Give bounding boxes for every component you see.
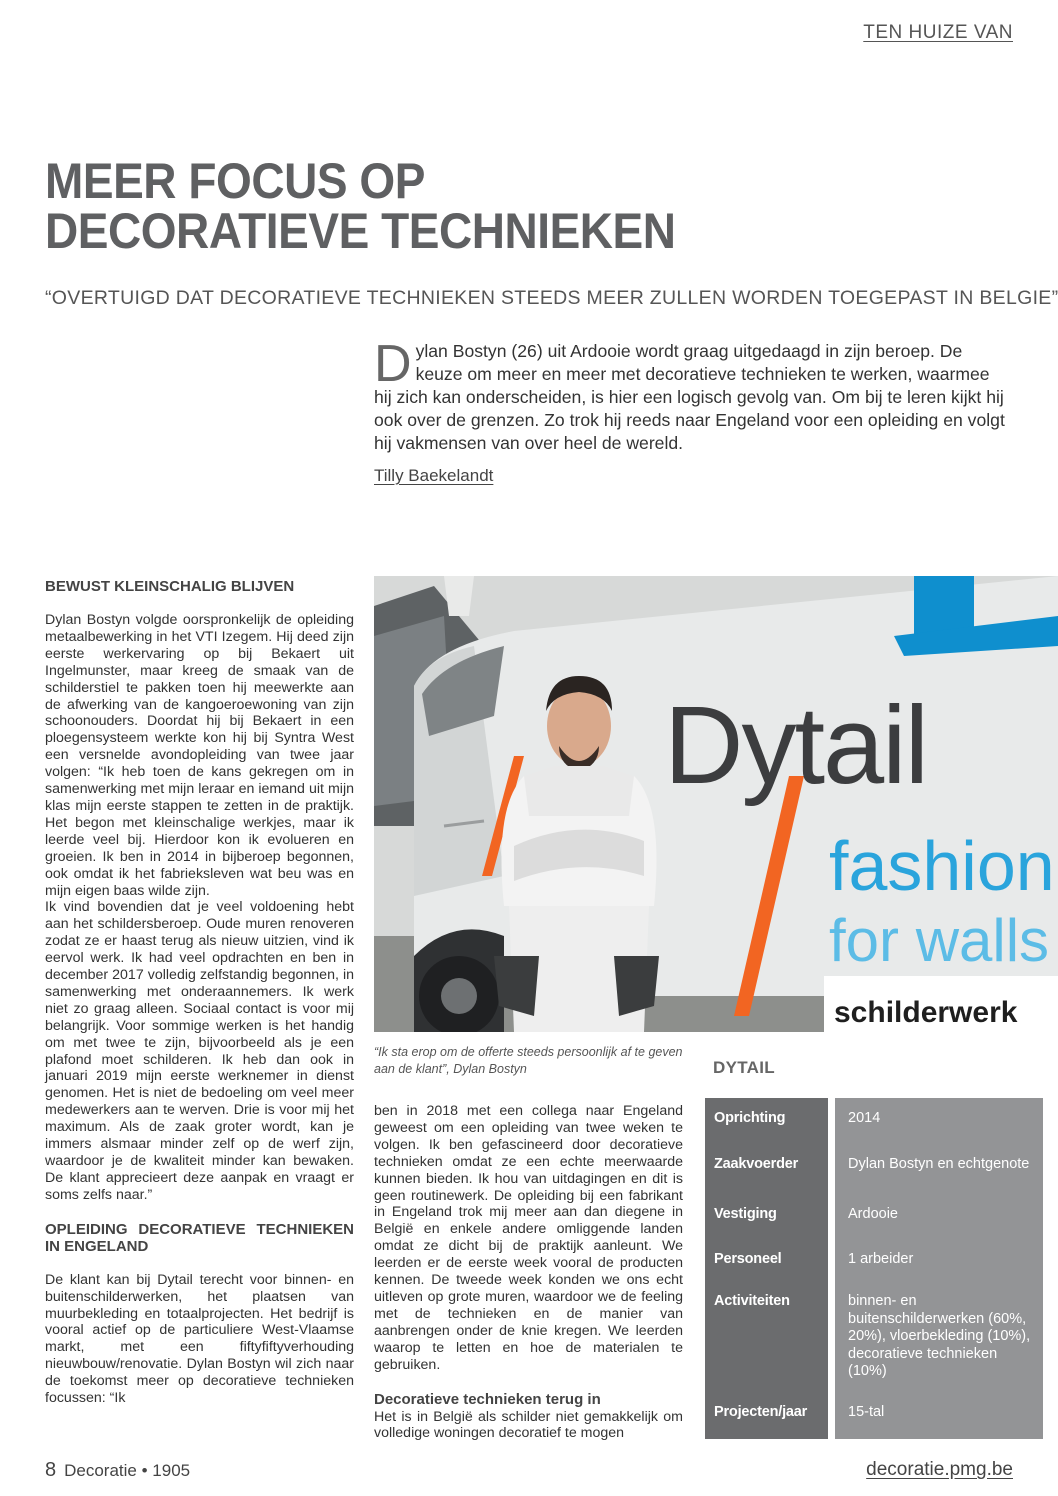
- pull-quote: “OVERTUIGD DAT DECORATIEVE TECHNIEKEN STEEDS MEER ZULLEN WORDEN TOEGEPAST IN BELGIE”: [45, 287, 1058, 309]
- magazine-issue: Decoratie • 1905: [64, 1461, 191, 1480]
- tagline-line-2: for walls: [829, 907, 1050, 974]
- photo-caption: “Ik sta erop om de offerte steeds persoonlijk af te geven aan de klant”, Dylan Bostyn: [374, 1045, 683, 1076]
- title-line-2: DECORATIEVE TECHNIEKEN: [45, 203, 676, 259]
- infobox-title: DYTAIL: [713, 1058, 775, 1077]
- van-lettering: schilderwerk: [834, 996, 1018, 1029]
- body-paragraph: Het is in België als schilder niet gemakkelijk om volledige woningen decoratief te mogen: [374, 1408, 683, 1442]
- middle-column: [374, 1103, 683, 1442]
- info-value: Dylan Bostyn en echtgenote: [848, 1156, 1030, 1172]
- title-line-1: MEER FOCUS OP: [45, 153, 425, 209]
- info-label: Personeel: [714, 1251, 782, 1267]
- info-value: 15-tal: [848, 1404, 885, 1420]
- intro-text: ylan Bostyn (26) uit Ardooie wordt graag uitgedaagd in zijn beroep. De keuze om meer en meer met decoratieve technieken te werken, waarmee hij zich kan onderscheiden, is hier een logisch gevolg van. Om bij te leren kijkt hij ook over de grenzen. Zo trok hij reeds naar Engeland voor een opleiding en volgt hij vakmensen van over heel de wereld.: [374, 341, 1005, 453]
- left-column: [45, 578, 354, 1407]
- info-label: Vestiging: [714, 1206, 777, 1222]
- info-value: binnen- en buitenschilderwerken (60%, 20%), vloerbekleding (10%), decoratieve technieken (10%): [848, 1293, 1031, 1379]
- info-label: Zaakvoerder: [714, 1156, 799, 1172]
- subheading-opleiding: OPLEIDING DECORATIEVE TECHNIEKEN IN ENGELAND: [45, 1220, 354, 1255]
- info-value: Ardooie: [848, 1206, 898, 1222]
- author-byline: Tilly Baekelandt: [374, 466, 494, 485]
- page-folio: [45, 1459, 190, 1482]
- article-photo: [374, 576, 1058, 1032]
- info-value: 1 arbeider: [848, 1251, 914, 1267]
- subheading-decoratieve: Decoratieve technieken terug in: [374, 1390, 601, 1408]
- body-paragraph: Ik vind bovendien dat je veel voldoening hebt aan het schildersberoep. Oude muren renoveren zodat ze er haast terug als nieuw uitzien, vind ik eervol werk. Ik had veel opdrachten en ben in december 2017 volledig zelfstandig begonnen, in samenwerking met onderaannemers. Ik werk niet zo graag alleen. Sociaal contact is voor mij belangrijk. Voor sommige werken is het handig om met twee te zijn, bijvoorbeeld als je een plafond moet schilderen. Ik heb dan ook in januari 2019 mijn eerste werknemer in dienst genomen. Het is niet de bedoeling om veel meer medewerkers aan te werven. Drie is voor mij het maximum. Als de zaak groter wordt, kan je immers alsmaar minder zelf op de werf zijn, waardoor je de kwaliteit minder kan bewaken. De klant apprecieert deze aanpak en vraagt er soms zelfs naar.”: [45, 899, 354, 1203]
- page-number: 8: [45, 1459, 57, 1481]
- website-link[interactable]: decoratie.pmg.be: [866, 1459, 1013, 1480]
- tagline-line-1: fashion: [829, 827, 1055, 905]
- company-infobox: [705, 1098, 1043, 1439]
- body-paragraph: ben in 2018 met een collega naar Engeland geweest om een opleiding van twee weken te volgen. Ik ben gefascineerd door decoratieve technieken omdat ze een echte meerwaarde kunnen bieden. Ik hou van uitdagingen en dit is geen routinewerk. De opleiding bij een fabrikant in Engeland trok mij meer aan dan diegene in België en enkele andere omliggende landen omdat ze dicht bij de praktijk aanleunt. We leerden er de eerste week vooral de producten kennen. De tweede week konden we ons echt uitleven op grote muren, waardoor we de feeling met de technieken en de manier van aanbrengen onder de knie kregen. We leerden waarop te letten en hoe de materialen te gebruiken.: [374, 1103, 683, 1373]
- body-paragraph: De klant kan bij Dytail terecht voor binnen- en buitenschilderwerken, het plaatsen van muurbekleding en totaalprojecten. Het bedrijf is vooral actief op de particuliere West-Vlaamse markt, met een fiftyfiftyverhouding nieuwbouw/renovatie. Dylan Bostyn wil zich naar de toekomst meer op decoratieve technieken focussen: “Ik: [45, 1271, 354, 1407]
- info-label: Activiteiten: [714, 1293, 790, 1309]
- body-paragraph: Dylan Bostyn volgde oorspronkelijk de opleiding metaalbewerking in het VTI Izegem. Hij deed zijn eerste werkervaring op bij Bekaert uit Ingelmunster, maar kreeg de smaak van de schilderstiel te pakken toen hij meewerkte aan de afwerking van de kangoeroewoning van zijn schoonouders. Doordat hij bij Bekaert in een ploegensysteem werkte kon hij bij Syntra West een versnelde avondopleiding van twee jaar volgen: “Ik heb toen de kans gekregen om in samenwerking met mijn leraar en iemand uit mijn klas mijn eerste stappen te zetten in de praktijk. Het begon met kleinschalige werkjes, maar ik leerde veel bij. Hierdoor kon ik evolueren en groeien. Ik ben in 2014 in bijberoep begonnen, ook omdat ik het fabrieksleven wat beu was en mijn eigen baas wilde zijn.: [45, 612, 354, 899]
- info-label: Oprichting: [714, 1110, 786, 1126]
- info-label: Projecten/jaar: [714, 1404, 808, 1420]
- brand-logo-text: Dytail: [664, 684, 928, 807]
- intro-paragraph: [374, 335, 1010, 455]
- info-value: 2014: [848, 1110, 881, 1126]
- section-tag: TEN HUIZE VAN: [863, 22, 1013, 43]
- subheading-bewust: BEWUST KLEINSCHALIG BLIJVEN: [45, 578, 295, 595]
- drop-cap: D: [374, 335, 412, 393]
- article-title: [45, 153, 873, 259]
